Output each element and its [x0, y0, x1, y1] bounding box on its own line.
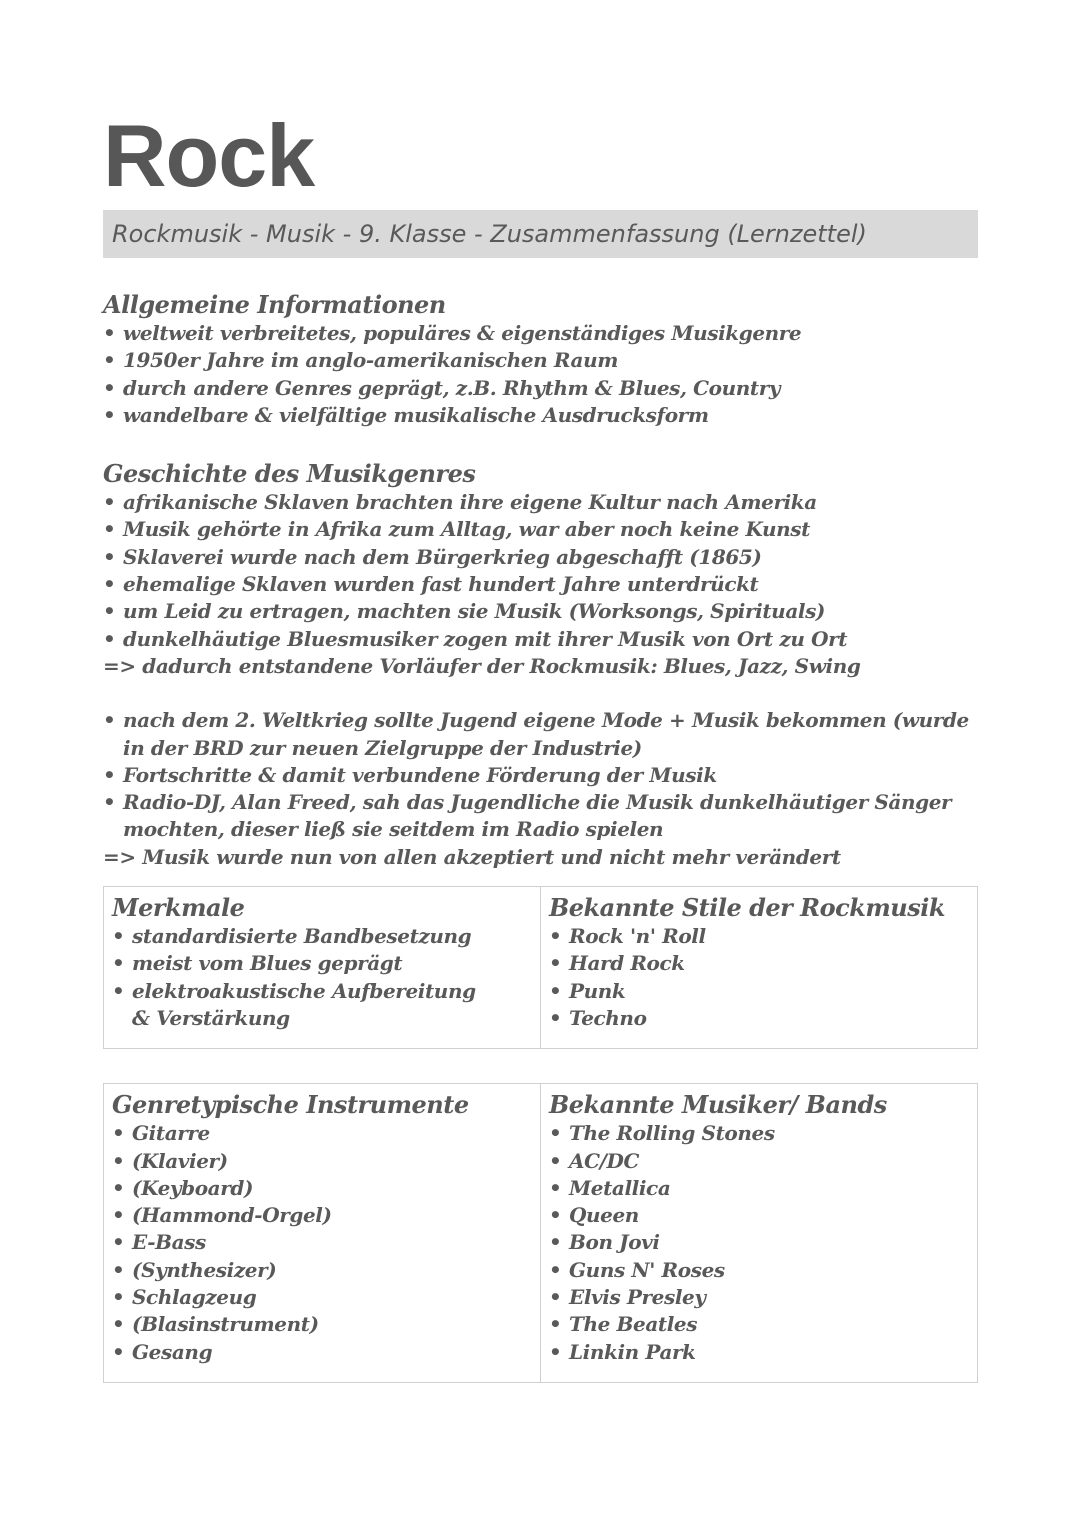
bullet-list [549, 923, 969, 1032]
cell-stile [540, 887, 977, 1048]
subtitle-bar: Rockmusik - Musik - 9. Klasse - Zusammenfassung (Lernzettel) [103, 210, 978, 258]
list-item: • Gitarre [112, 1120, 532, 1147]
section-heading: Geschichte des Musikgenres [103, 459, 476, 489]
list-item: • (Keyboard) [112, 1175, 532, 1202]
table-merkmale-stile [103, 886, 978, 1049]
section-heading: Allgemeine Informationen [103, 290, 446, 319]
list-item: • elektroakustische Aufbereitung & Verstärkung [112, 978, 532, 1033]
list-item: • Radio-DJ, Alan Freed, sah das Jugendliche die Musik dunkelhäutiger Sänger mochten, dieser ließ sie seitdem im Radio spielen [103, 789, 978, 844]
list-item: • (Blasinstrument) [112, 1311, 532, 1338]
section-geschichte [103, 459, 978, 871]
bullet-list [103, 489, 978, 653]
list-item: • standardisierte Bandbesetzung [112, 923, 532, 950]
list-item: • weltweit verbreitetes, populäres & eigenständiges Musikgenre [103, 320, 978, 347]
bullet-list [103, 707, 978, 843]
list-item: • (Hammond-Orgel) [112, 1202, 532, 1229]
list-item: • ehemalige Sklaven wurden fast hundert Jahre unterdrückt [103, 571, 978, 598]
bullet-list [112, 923, 532, 1032]
conclusion-line: => Musik wurde nun von allen akzeptiert und nicht mehr verändert [103, 844, 841, 869]
list-item: • E-Bass [112, 1229, 532, 1256]
list-item: • (Klavier) [112, 1148, 532, 1175]
list-item: • afrikanische Sklaven brachten ihre eigene Kultur nach Amerika [103, 489, 978, 516]
list-item: • 1950er Jahre im anglo-amerikanischen Raum [103, 347, 978, 374]
list-item: • (Synthesizer) [112, 1257, 532, 1284]
bullet-list [549, 1120, 969, 1366]
bullet-list [112, 1120, 532, 1366]
list-item: • dunkelhäutige Bluesmusiker zogen mit ihrer Musik von Ort zu Ort [103, 626, 978, 653]
list-item: • AC/DC [549, 1148, 969, 1175]
list-item: • Sklaverei wurde nach dem Bürgerkrieg abgeschafft (1865) [103, 544, 978, 571]
list-item: • Techno [549, 1005, 969, 1032]
list-item: • Hard Rock [549, 950, 969, 977]
list-item: • wandelbare & vielfältige musikalische Ausdrucksform [103, 402, 978, 429]
cell-heading: Bekannte Musiker/ Bands [549, 1090, 887, 1120]
cell-heading: Bekannte Stile der Rockmusik [549, 893, 945, 923]
page-title: Rock [103, 106, 315, 205]
cell-heading: Merkmale [112, 893, 245, 923]
list-item: • Gesang [112, 1339, 532, 1366]
list-item: • Bon Jovi [549, 1229, 969, 1256]
list-item: • nach dem 2. Weltkrieg sollte Jugend eigene Mode + Musik bekommen (wurde in der BRD zur neuen Zielgruppe der Industrie) [103, 707, 978, 762]
list-item: • Queen [549, 1202, 969, 1229]
list-item: • The Rolling Stones [549, 1120, 969, 1147]
bullet-list [103, 320, 978, 429]
cell-merkmale [104, 887, 540, 1048]
list-item: • Rock 'n' Roll [549, 923, 969, 950]
cell-heading: Genretypische Instrumente [112, 1090, 469, 1120]
cell-bands [540, 1084, 977, 1382]
list-item: • Fortschritte & damit verbundene Förderung der Musik [103, 762, 978, 789]
document-page [103, 108, 978, 1383]
list-item: • Elvis Presley [549, 1284, 969, 1311]
list-item: • The Beatles [549, 1311, 969, 1338]
list-item: • Schlagzeug [112, 1284, 532, 1311]
list-item: • Guns N' Roses [549, 1257, 969, 1284]
list-item: • Linkin Park [549, 1339, 969, 1366]
cell-instrumente [104, 1084, 540, 1382]
conclusion-line: => dadurch entstandene Vorläufer der Rockmusik: Blues, Jazz, Swing [103, 653, 861, 678]
list-item: • meist vom Blues geprägt [112, 950, 532, 977]
section-allgemein [103, 290, 978, 429]
list-item: • durch andere Genres geprägt, z.B. Rhythm & Blues, Country [103, 375, 978, 402]
list-item: • Punk [549, 978, 969, 1005]
table-instrumente-bands [103, 1083, 978, 1383]
list-item: • Musik gehörte in Afrika zum Alltag, war aber noch keine Kunst [103, 516, 978, 543]
list-item: • Metallica [549, 1175, 969, 1202]
list-item: • um Leid zu ertragen, machten sie Musik (Worksongs, Spirituals) [103, 598, 978, 625]
